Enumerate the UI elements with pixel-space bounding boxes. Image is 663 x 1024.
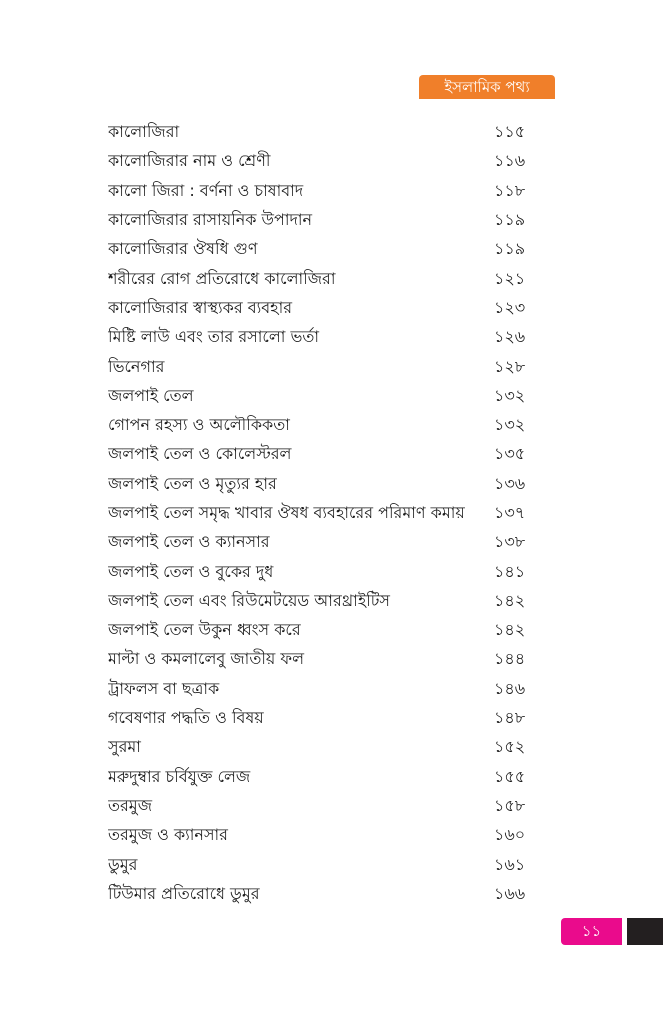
toc-entry xyxy=(108,352,530,381)
toc-entry-title: কালোজিরার নাম ও শ্রেণী xyxy=(108,151,271,171)
toc-entry xyxy=(108,821,530,850)
toc-entry xyxy=(108,645,530,674)
toc-entry-page: ১৩৭ xyxy=(494,503,526,522)
toc-entry-page: ১৪৬ xyxy=(494,678,526,698)
toc-entry-title: জলপাই তেল এবং রিউমেটয়েড আরথ্রাইটিস xyxy=(108,590,391,610)
toc-entry xyxy=(108,675,530,704)
toc-entry-title: ট্রাফলস বা ছত্রাক xyxy=(108,678,220,698)
page-number: ১১ xyxy=(561,918,622,945)
toc-entry-page: ১২৩ xyxy=(494,297,526,317)
toc-entry-title: জলপাই তেল ও বুকের দুধ xyxy=(108,561,274,581)
toc-entry-page: ১২৮ xyxy=(494,356,526,376)
toc-entry xyxy=(108,587,530,616)
toc-entry xyxy=(108,411,530,440)
toc-entry-page: ১৫৮ xyxy=(494,795,526,815)
toc-entry-title: জলপাই তেল xyxy=(108,385,194,405)
toc-entry-page: ১৩৫ xyxy=(494,444,526,464)
toc-entry-page: ১১৯ xyxy=(494,239,526,259)
toc-entry-title: সুরমা xyxy=(108,737,141,757)
toc-entry-title: ভিনেগার xyxy=(108,356,165,376)
toc-entry-title: কালোজিরা xyxy=(108,122,180,142)
toc-entry-title: গোপন রহস্য ও অলৌকিকতা xyxy=(108,415,290,435)
toc-entry-page: ১৫৫ xyxy=(494,766,526,786)
toc-entry-page: ১৩৬ xyxy=(494,473,526,493)
toc-entry-title: কালোজিরার ঔষধি গুণ xyxy=(108,239,258,259)
toc-entry-title: টিউমার প্রতিরোধে ডুমুর xyxy=(108,883,260,903)
toc-entry xyxy=(108,792,530,821)
toc-entry-page: ১১৫ xyxy=(494,122,526,142)
toc-entry-page: ১৪২ xyxy=(494,590,526,610)
toc-entry xyxy=(108,118,530,147)
toc-entry-page: ১৪২ xyxy=(494,620,526,640)
toc-entry-title: জলপাই তেল ও কোলেস্টরল xyxy=(108,444,292,464)
section-title-badge: ইসলামিক পথ্য xyxy=(419,75,555,99)
toc-entry-page: ১১৯ xyxy=(494,210,526,230)
toc-entry xyxy=(108,264,530,293)
toc-entry-page: ১৩২ xyxy=(494,385,526,405)
toc-entry-page: ১৩৮ xyxy=(494,532,526,552)
toc-entry-page: ১৬১ xyxy=(494,854,526,874)
toc-entry-title: তরমুজ ও ক্যানসার xyxy=(108,825,228,845)
toc-entry xyxy=(108,177,530,206)
toc-entry xyxy=(108,323,530,352)
toc-entry xyxy=(108,763,530,792)
toc-entry-title: কালোজিরার স্বাস্থ্যকর ব্যবহার xyxy=(108,297,293,317)
toc-entry-page: ১১৬ xyxy=(494,151,526,171)
toc-entry xyxy=(108,557,530,586)
toc-entry xyxy=(108,206,530,235)
toc-entry-page: ১১৮ xyxy=(494,180,526,200)
toc-entry-title: জলপাই তেল ও মৃত্যুর হার xyxy=(108,473,277,493)
toc-entry-page: ১৬০ xyxy=(494,825,526,845)
toc-entry xyxy=(108,528,530,557)
toc-entry xyxy=(108,733,530,762)
toc-entry xyxy=(108,704,530,733)
toc-entry xyxy=(108,235,530,264)
toc-entry xyxy=(108,382,530,411)
toc-entry-title: তরমুজ xyxy=(108,795,153,815)
toc-entry-page: ১৪১ xyxy=(494,561,526,581)
toc-entry-page: ১৫২ xyxy=(494,737,526,757)
toc-entry-title: জলপাই তেল ও ক্যানসার xyxy=(108,532,270,552)
toc-entry-page: ১২১ xyxy=(494,268,526,288)
toc-entry-page: ১৪৮ xyxy=(494,708,526,728)
toc-entry-page: ১২৬ xyxy=(494,327,526,347)
toc-entry-title: কালো জিরা : বর্ণনা ও চাষাবাদ xyxy=(108,180,304,200)
toc-entry-title: কালোজিরার রাসায়নিক উপাদান xyxy=(108,210,313,230)
toc-entry xyxy=(108,880,530,909)
toc-entry-title: শরীরের রোগ প্রতিরোধে কালোজিরা xyxy=(108,268,336,288)
toc-entry xyxy=(108,499,530,528)
toc-entry-page: ১৬৬ xyxy=(494,883,526,903)
toc-entry xyxy=(108,147,530,176)
toc-entry xyxy=(108,440,530,469)
toc-entry xyxy=(108,294,530,323)
toc-entry-title: ডুমুর xyxy=(108,854,138,874)
table-of-contents xyxy=(108,118,530,909)
toc-entry-title: মরুদুম্বার চর্বিযুক্ত লেজ xyxy=(108,766,251,786)
page-edge-decoration xyxy=(627,918,663,945)
toc-entry-title: মিষ্টি লাউ এবং তার রসালো ভর্তা xyxy=(108,327,320,347)
toc-entry xyxy=(108,616,530,645)
toc-entry-title: গবেষণার পদ্ধতি ও বিষয় xyxy=(108,708,264,728)
toc-entry-title: জলপাই তেল সমৃদ্ধ খাবার ঔষধ ব্যবহারের পরিমাণ কমায় xyxy=(108,503,465,522)
toc-entry-title: মাল্টা ও কমলালেবু জাতীয় ফল xyxy=(108,649,305,669)
toc-entry xyxy=(108,470,530,499)
toc-entry xyxy=(108,850,530,879)
toc-entry-title: জলপাই তেল উকুন ধ্বংস করে xyxy=(108,620,301,640)
toc-entry-page: ১৩২ xyxy=(494,415,526,435)
toc-entry-page: ১৪৪ xyxy=(494,649,526,669)
